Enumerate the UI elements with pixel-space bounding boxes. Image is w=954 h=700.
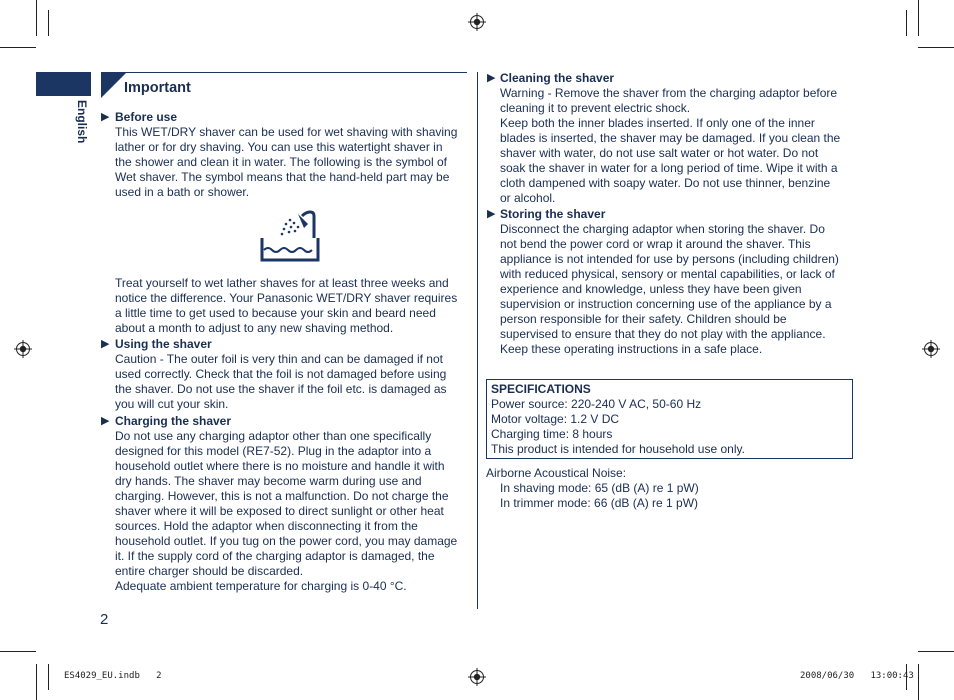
spec-power-source: Power source: 220-240 V AC, 50-60 Hz — [491, 397, 702, 411]
section-title-using: Using the shaver — [115, 337, 212, 351]
charging-text: Do not use any charging adaptor other than one specifically designed for this model (RE7-52). Plug in the adaptor into a household outlet where there is no moisture and handle it with dry hands. The shaver may become warm during use and charging. However, this is not a malfunction. Do not charge the shaver where it will be exposed to direct sunlight or other heat sources. Hold the adaptor when disconnecting it from the household outlet. If you tug on the power cord, you may damage it. If the supply cord of the charging adaptor is damaged, the entire charger should be discarded. Adequate ambient temperature for charging is 0-40 °C. — [115, 429, 458, 593]
arrow-bullet-icon: ▶ — [487, 208, 496, 220]
arrow-bullet-icon: ▶ — [101, 415, 110, 427]
treat-yourself-text: Treat yourself to wet lather shaves for at least three weeks and notice the difference. Your Panasonic WET/DRY shaver requires a little time to get used to because your skin and beard need about a month to adjust to any new shaving method. — [115, 276, 458, 335]
language-label: English — [75, 100, 89, 144]
arrow-bullet-icon: ▶ — [101, 111, 110, 123]
crop-mark — [48, 664, 49, 690]
registration-mark-icon — [922, 340, 940, 358]
crop-mark — [918, 664, 919, 700]
crop-mark — [0, 651, 36, 652]
section-title-cleaning: Cleaning the shaver — [500, 71, 615, 85]
noise-trimmer-mode: In trimmer mode: 66 (dB (A) re 1 pW) — [500, 496, 699, 510]
crop-mark — [0, 47, 36, 48]
noise-title: Airborne Acoustical Noise: — [486, 466, 627, 480]
crop-mark — [48, 10, 49, 36]
crop-mark — [36, 664, 37, 700]
section-title-before-use: Before use — [115, 110, 178, 124]
arrow-bullet-icon: ▶ — [101, 338, 110, 350]
crop-mark — [918, 0, 919, 36]
section-title-storing: Storing the shaver — [500, 207, 606, 221]
crop-mark — [918, 47, 954, 48]
column-divider — [477, 72, 478, 609]
crop-mark — [36, 0, 37, 36]
storing-text: Disconnect the charging adaptor when storing the shaver. Do not bend the power cord or wrap it around the shaver. This appliance is not intended for use by persons (including children) with reduced physical, sensory or mental capabilities, or lack of experience and knowledge, unless they have been given supervision or instruction concerning use of the appliance by a person responsible for their safety. Children should be supervised to ensure that they do not play with the appliance. Keep these operating instructions in a safe place. — [500, 222, 839, 356]
wet-shaver-symbol-icon — [258, 210, 322, 264]
crop-mark — [918, 651, 954, 652]
specifications-title: SPECIFICATIONS — [491, 382, 591, 396]
registration-mark-icon — [468, 13, 486, 31]
before-use-text: This WET/DRY shaver can be used for wet shaving with shaving lather or for dry shaving. You can use this watertight shaver in the shower and clean it in water. The following is the symbol of Wet shaver. The symbol means that the hand-held part may be used in a bath or shower. — [115, 125, 458, 199]
cleaning-text: Warning - Remove the shaver from the charging adaptor before cleaning it to prevent electric shock. Keep both the inner blades inserted. If only one of the inner blades is inserted, the shaver may be damaged. If you clean the shaver with water, do not use salt water or hot water. Do not soak the shaver in water for a long period of time. Wipe it with a cloth dampened with soapy water. Do not use thinner, benzine or alcohol. — [500, 86, 841, 205]
using-text: Caution - The outer foil is very thin and can be damaged if not used correctly. Check that the foil is not damaged before using the shaver. Do not use the shaver if the foil etc. is damaged as you will cut your skin. — [115, 352, 447, 411]
header-rule — [101, 72, 467, 73]
section-title-charging: Charging the shaver — [115, 414, 232, 428]
language-tab — [36, 72, 91, 96]
arrow-bullet-icon: ▶ — [487, 72, 496, 84]
page-number: 2 — [100, 611, 109, 628]
footer-timestamp: 2008/06/30 13:00:43 — [800, 671, 914, 681]
spec-charging-time: Charging time: 8 hours — [491, 427, 613, 441]
registration-mark-icon — [468, 668, 486, 686]
page-title: Important — [124, 80, 191, 96]
spec-motor-voltage: Motor voltage: 1.2 V DC — [491, 412, 620, 426]
registration-mark-icon — [14, 340, 32, 358]
noise-shaving-mode: In shaving mode: 65 (dB (A) re 1 pW) — [500, 481, 699, 495]
footer-file-label: ES4029_EU.indb 2 — [64, 671, 162, 681]
spec-household-use: This product is intended for household use only. — [491, 442, 745, 456]
crop-mark — [906, 10, 907, 36]
